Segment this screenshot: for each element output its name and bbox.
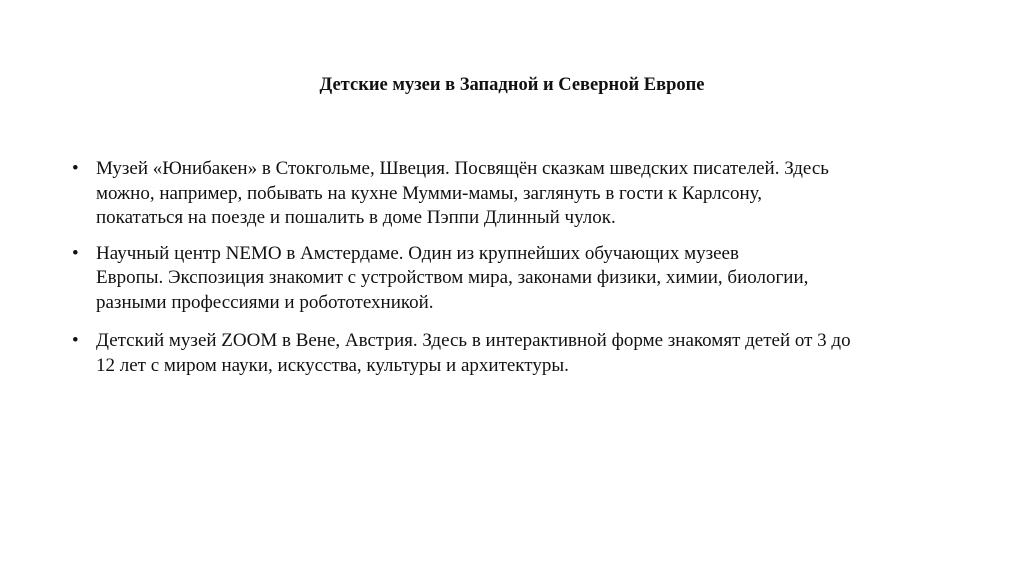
bullet-item-unibacken: [72, 157, 972, 231]
bullet-item-zoom: [72, 329, 972, 378]
slide-title: Детские музеи в Западной и Северной Европе: [319, 75, 705, 95]
bullet-text-line: разными профессиями и робототехникой.: [96, 291, 434, 313]
bullet-text-line: Музей «Юнибакен» в Стокгольме, Швеция. Посвящён сказкам шведских писателей. Здесь: [96, 158, 829, 179]
bullet-item-nemo: [72, 242, 972, 316]
bullet-icon: •: [72, 242, 79, 264]
bullet-icon: •: [72, 158, 79, 179]
bullet-text-line: 12 лет с миром науки, искусства, культуры и архитектуры.: [96, 354, 569, 376]
bullet-text-line: Детский музей ZOOM в Вене, Австрия. Здесь в интерактивной форме знакомят детей от 3 до: [96, 330, 851, 351]
bullet-text-line: покататься на поезде и пошалить в доме Пэппи Длинный чулок.: [96, 207, 616, 228]
bullet-icon: •: [72, 330, 79, 351]
bullet-list: [72, 157, 972, 389]
bullet-text-line: Научный центр NEMO в Амстердаме. Один из крупнейших обучающих музеев: [96, 242, 739, 264]
bullet-text-line: можно, например, побывать на кухне Мумми-мамы, заглянуть в гости к Карлсону,: [96, 182, 763, 204]
bullet-text-line: Европы. Экспозиция знакомит с устройством мира, законами физики, химии, биологии,: [96, 267, 809, 288]
